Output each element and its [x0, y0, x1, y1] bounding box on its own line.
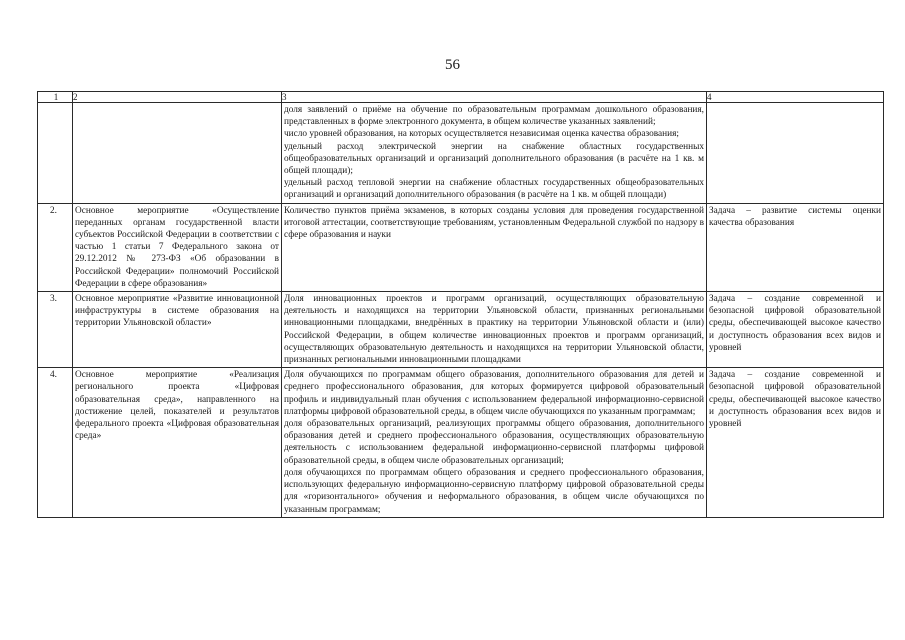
indicator-text: Доля обучающихся по программам общего образования, дополнительного образования для детей и среднего профессионального образования, для которых формируется цифровой образовательный профиль и индивидуальный план обучения с использованием федеральной информационно-сервисной платформы цифровой образовательной среды, в общем числе обучающихся по указанным программам;	[284, 370, 704, 417]
indicator-text: доля обучающихся по программам общего образования и среднего профессионального образования, использующих федеральную информационно-сервисную платформу цифровой образовательной среды для «горизонтального» обучения и неформального образования, в общем числе обучающихся по указанным программам;	[284, 467, 704, 515]
header-col-4: 4	[707, 92, 884, 103]
activity-cell: Основное мероприятие «Осуществление переданных органам государственной власти субъектов Российской Федерации в соответствии с частью 1 статьи 7 Федерального закона от 29.12.2012 № 273-ФЗ «Об образовании в Российской Федерации» полномочий Российской Федерации в сфере образования»	[73, 203, 282, 291]
indicators-cell	[282, 203, 707, 291]
activity-cell: Основное мероприятие «Развитие инновационной инфраструктуры в системе образования на территории Ульяновской области»	[73, 292, 282, 368]
header-col-1: 1	[38, 92, 73, 103]
table-row-continuation	[38, 103, 884, 204]
table-row	[38, 203, 884, 291]
page-number: 56	[445, 57, 460, 73]
task-cell: Задача – развитие системы оценки качества образования	[707, 203, 884, 291]
header-row	[38, 92, 884, 103]
indicator-text: доля образовательных организаций, реализующих программы общего образования, дополнительного образования детей и среднего профессионального образования, осуществляющих образовательную деятельность с использованием федеральной информационно-сервисной платформы цифровой образовательной среды, в общем числе образовательных организаций;	[284, 419, 704, 466]
task-cell	[707, 103, 884, 204]
task-cell: Задача – создание современной и безопасной цифровой образовательной среды, обеспечивающей высокое качество и доступность образования всех видов и уровней	[707, 292, 884, 368]
indicators-cell	[282, 103, 707, 204]
header-col-3: 3	[282, 92, 707, 103]
indicator-text: число уровней образования, на которых осуществляется независимая оценка качества образования;	[284, 129, 679, 140]
task-cell: Задача – создание современной и безопасной цифровой образовательной среды, обеспечивающей высокое качество и доступность образования всех видов и уровней	[707, 368, 884, 517]
table-row	[38, 292, 884, 368]
table-row	[38, 368, 884, 517]
row-number-cell	[38, 103, 73, 204]
row-number-cell: 4.	[38, 368, 73, 517]
activity-cell	[73, 103, 282, 204]
indicator-text: Количество пунктов приёма экзаменов, в которых созданы условия для проведения государственной итоговой аттестации, соответствующие требованиям, установленным Федеральной службой по надзору в сфере образования и науки	[284, 205, 704, 241]
indicators-table	[37, 91, 884, 518]
indicators-cell	[282, 368, 707, 517]
indicator-text: доля заявлений о приёме на обучение по образовательным программам дошкольного образования, представленных в форме электронного документа, в общем количестве указанных заявлений;	[284, 105, 704, 128]
row-number-cell: 2.	[38, 203, 73, 291]
indicator-text: Доля инновационных проектов и программ организаций, осуществляющих образовательную деятельность и находящихся на территории Ульяновской области, признанных региональными инновационными площадками, внедрённых в практику на территории Ульяновской области и (или) Российской Федерации, в общем количестве инновационных проектов и программ организаций, осуществляющих образовательную деятельность и находящихся на территории Ульяновской области, признанных региональными инновационными площадками	[284, 294, 704, 366]
row-number-cell: 3.	[38, 292, 73, 368]
indicator-text: удельный расход электрической энергии на снабжение областных государственных общеобразовательных организаций и организаций дополнительного образования (в расчёте на 1 кв. м общей площади);	[284, 141, 704, 177]
indicator-text: удельный расход тепловой энергии на снабжение областных государственных общеобразовательных организаций и организаций дополнительного образования (в расчёте на 1 кв. м общей площади)	[284, 178, 704, 201]
header-col-2: 2	[73, 92, 282, 103]
activity-cell: Основное мероприятие «Реализация регионального проекта «Цифровая образовательная среда», направленного на достижение целей, показателей и результатов федерального проекта «Цифровая образовательная среда»	[73, 368, 282, 517]
indicators-cell	[282, 292, 707, 368]
